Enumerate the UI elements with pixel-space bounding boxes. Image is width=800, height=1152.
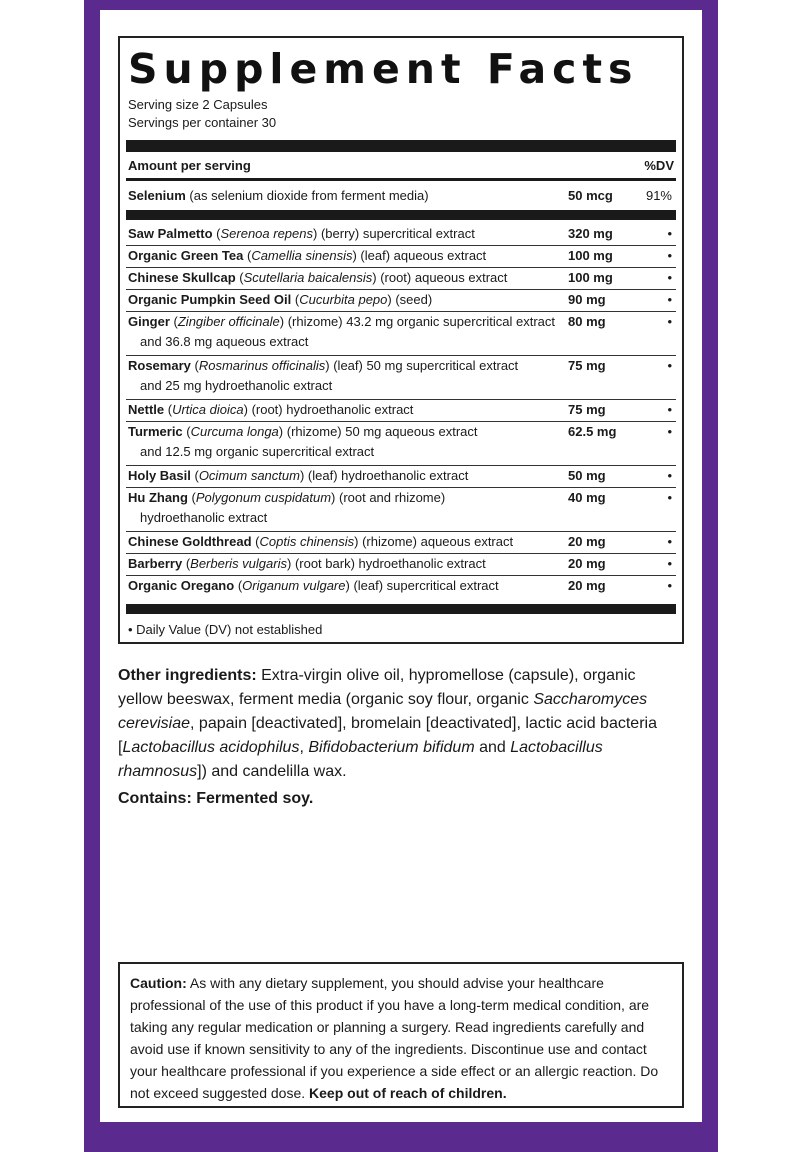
ingredient-dv: • <box>667 248 672 263</box>
ingredient-description: Chinese Skullcap (Scutellaria baicalensis) (root) aqueous extract <box>128 270 508 285</box>
ingredient-amount: 40 mg <box>568 490 606 505</box>
caution-label: Caution: <box>130 975 187 991</box>
ingredient-amount: 50 mg <box>568 468 606 483</box>
ingredient-latin: Serenoa repens <box>220 226 313 241</box>
other-text: , <box>299 739 309 756</box>
other-latin: Lactobacillus rhamnosus <box>118 739 603 780</box>
ingredient-description: Barberry (Berberis vulgaris) (root bark) hydroethanolic extract <box>128 556 486 571</box>
ingredient-description: Organic Pumpkin Seed Oil (Cucurbita pepo) (seed) <box>128 292 433 307</box>
ingredient-amount: 100 mg <box>568 270 613 285</box>
ingredient-amount: 90 mg <box>568 292 606 307</box>
ingredient-amount: 20 mg <box>568 534 606 549</box>
other-ingredients <box>118 664 684 784</box>
ingredient-description: Hu Zhang (Polygonum cuspidatum) (root and rhizome) hydroethanolic extract <box>128 490 446 525</box>
caution-box <box>118 962 684 1108</box>
nutrient-amount: 50 mcg <box>568 188 613 203</box>
ingredient-name: Rosemary <box>128 358 191 373</box>
ingredient-name: Ginger <box>128 314 170 329</box>
ingredient-latin: Ocimum sanctum <box>198 468 300 483</box>
other-latin: Saccharomyces cerevisiae <box>118 691 648 732</box>
keep-out-of-reach: Keep out of reach of children. <box>309 1085 507 1101</box>
ingredient-amount: 62.5 mg <box>568 424 617 439</box>
ingredient-dv: • <box>667 270 672 285</box>
ingredient-detail: (rhizome) 50 mg aqueous extract <box>283 424 478 439</box>
ingredient-detail: (berry) supercritical extract <box>317 226 475 241</box>
ingredient-dv: • <box>667 424 672 439</box>
ingredient-description: Saw Palmetto (Serenoa repens) (berry) supercritical extract <box>128 226 475 241</box>
servings-per-container: Servings per container 30 <box>128 115 277 130</box>
ingredient-description: Ginger (Zingiber officinale) (rhizome) 43.2 mg organic supercritical extract and 36.8 mg aqueous extract <box>128 314 556 349</box>
ingredient-name: Nettle <box>128 402 165 417</box>
nutrient-dv: 91% <box>645 188 672 203</box>
ingredient-dv: • <box>667 314 672 329</box>
medium-rule <box>126 178 676 181</box>
ingredient-name: Holy Basil <box>128 468 191 483</box>
contains-statement: Contains: Fermented soy. <box>118 790 314 807</box>
thick-rule <box>126 604 676 614</box>
ingredient-name: Saw Palmetto <box>128 226 213 241</box>
thick-rule <box>126 140 676 152</box>
ingredient-name: Turmeric <box>128 424 183 439</box>
nutrient-desc: (as selenium dioxide from ferment media) <box>185 188 429 203</box>
ingredient-latin: Zingiber officinale <box>177 314 280 329</box>
ingredient-latin: Coptis chinensis <box>259 534 355 549</box>
dv-footnote: • Daily Value (DV) not established <box>128 622 323 637</box>
ingredient-detail: (leaf) aqueous extract <box>356 248 487 263</box>
ingredient-latin: Curcuma longa <box>190 424 279 439</box>
ingredient-detail-continued: and 25 mg hydroethanolic extract <box>140 378 333 393</box>
ingredient-detail: (root) hydroethanolic extract <box>247 402 414 417</box>
ingredient-latin: Rosmarinus officinalis <box>198 358 326 373</box>
ingredient-detail: (leaf) 50 mg supercritical extract <box>329 358 519 373</box>
ingredient-amount: 320 mg <box>568 226 613 241</box>
ingredient-amount: 75 mg <box>568 358 606 373</box>
ingredient-amount: 20 mg <box>568 578 606 593</box>
other-ingredients-label: Other ingredients: <box>118 667 257 684</box>
ingredient-name: Organic Oregano <box>128 578 235 593</box>
ingredient-latin: Cucurbita pepo <box>299 292 388 307</box>
ingredient-dv: • <box>667 402 672 417</box>
ingredient-detail: (root bark) hydroethanolic extract <box>291 556 486 571</box>
ingredient-dv: • <box>667 292 672 307</box>
ingredient-amount: 80 mg <box>568 314 606 329</box>
ingredient-latin: Berberis vulgaris <box>190 556 287 571</box>
amount-per-serving-label: Amount per serving <box>128 158 251 173</box>
ingredient-description: Rosemary (Rosmarinus officinalis) (leaf) 50 mg supercritical extract and 25 mg hydroethanolic extract <box>128 358 519 393</box>
other-text: ]) and candelilla wax. <box>197 763 347 780</box>
other-latin: Bifidobacterium bifidum <box>308 739 475 756</box>
ingredient-dv: • <box>667 358 672 373</box>
caution-text: As with any dietary supplement, you should advise your healthcare professional of the use of this product if you have a long-term medical condition, are taking any regular medication or planning a surgery. Read ingredients carefully and avoid use if known sensitivity to any of the ingredients. Discontinue use and contact your healthcare professional if you experience a side effect or an allergic reaction. Do not exceed suggested dose. <box>130 975 659 1101</box>
ingredient-dv: • <box>667 556 672 571</box>
serving-size: Serving size 2 Capsules <box>128 97 268 112</box>
ingredient-latin: Polygonum cuspidatum <box>195 490 332 505</box>
ingredient-detail: (leaf) hydroethanolic extract <box>304 468 469 483</box>
ingredient-description: Chinese Goldthread (Coptis chinensis) (rhizome) aqueous extract <box>128 534 514 549</box>
ingredient-name: Chinese Skullcap <box>128 270 236 285</box>
ingredient-latin: Urtica dioica <box>172 402 244 417</box>
ingredient-dv: • <box>667 490 672 505</box>
ingredient-latin: Scutellaria baicalensis <box>243 270 373 285</box>
ingredient-detail: (root and rhizome) <box>335 490 446 505</box>
ingredient-amount: 20 mg <box>568 556 606 571</box>
ingredient-description: Turmeric (Curcuma longa) (rhizome) 50 mg aqueous extract and 12.5 mg organic supercritical extract <box>128 424 478 459</box>
facts-title: Supplement Facts <box>128 45 639 93</box>
thick-rule <box>126 210 676 220</box>
ingredient-description: Organic Green Tea (Camellia sinensis) (leaf) aqueous extract <box>128 248 487 263</box>
ingredient-amount: 75 mg <box>568 402 606 417</box>
ingredient-detail-continued: and 12.5 mg organic supercritical extract <box>140 444 375 459</box>
ingredient-detail: (root) aqueous extract <box>376 270 508 285</box>
ingredient-detail: (leaf) supercritical extract <box>349 578 499 593</box>
ingredient-name: Organic Green Tea <box>128 248 244 263</box>
other-text: , papain [deactivated], bromelain [deactivated], lactic acid bacteria [ <box>118 715 657 756</box>
other-text: Extra-virgin olive oil, hypromellose (capsule), organic yellow beeswax, ferment media (organic soy flour, organic <box>118 667 636 708</box>
ingredient-description: Organic Oregano (Origanum vulgare) (leaf) supercritical extract <box>128 578 499 593</box>
other-text: and <box>474 739 511 756</box>
ingredient-detail: (rhizome) 43.2 mg organic supercritical extract <box>284 314 556 329</box>
ingredient-detail: (seed) <box>391 292 433 307</box>
ingredient-amount: 100 mg <box>568 248 613 263</box>
amount-header-row <box>128 156 674 176</box>
ingredient-dv: • <box>667 534 672 549</box>
ingredient-dv: • <box>667 226 672 241</box>
ingredient-description: Nettle (Urtica dioica) (root) hydroethanolic extract <box>128 402 414 417</box>
ingredient-latin: Camellia sinensis <box>251 248 353 263</box>
ingredient-detail-continued: hydroethanolic extract <box>140 510 268 525</box>
ingredient-dv: • <box>667 578 672 593</box>
ingredient-description: Holy Basil (Ocimum sanctum) (leaf) hydroethanolic extract <box>128 468 469 483</box>
ingredient-latin: Origanum vulgare <box>242 578 346 593</box>
supplement-facts-panel <box>118 36 684 644</box>
other-latin: Lactobacillus acidophilus <box>122 739 300 756</box>
ingredient-name: Hu Zhang <box>128 490 188 505</box>
ingredient-detail-continued: and 36.8 mg aqueous extract <box>140 334 309 349</box>
ingredient-detail: (rhizome) aqueous extract <box>358 534 514 549</box>
ingredient-name: Chinese Goldthread <box>128 534 252 549</box>
ingredient-name: Organic Pumpkin Seed Oil <box>128 292 292 307</box>
ingredient-name: Barberry <box>128 556 183 571</box>
ingredient-dv: • <box>667 468 672 483</box>
nutrient-name: Selenium <box>128 188 186 203</box>
dv-header: %DV <box>644 158 674 173</box>
